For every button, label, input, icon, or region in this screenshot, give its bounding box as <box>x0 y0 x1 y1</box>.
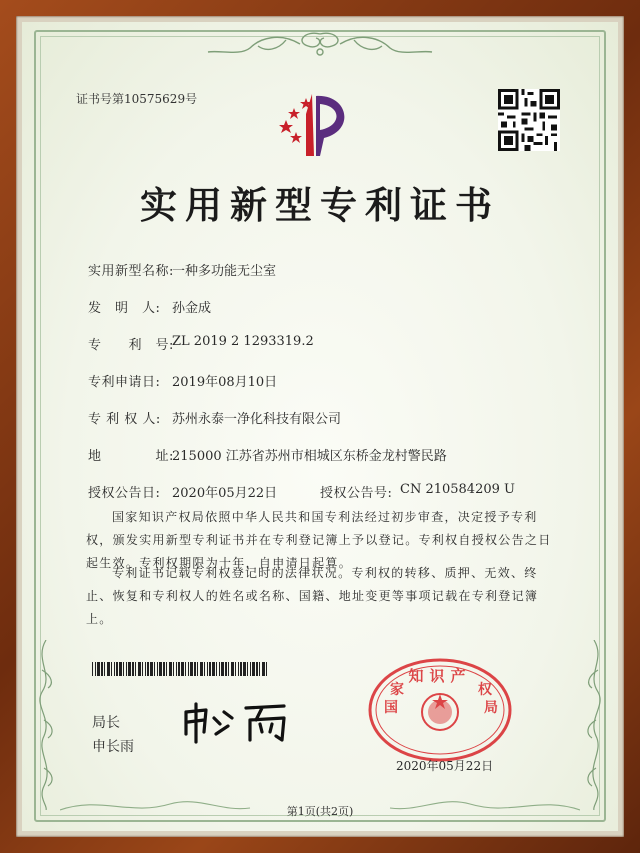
patent-number-label: 专 利 号: <box>88 338 174 353</box>
address-label: 地 址: <box>88 449 174 464</box>
certificate-title: 实用新型专利证书 <box>140 183 500 227</box>
qr-code-icon <box>498 89 560 151</box>
official-seal-icon <box>366 654 514 762</box>
barcode-icon <box>92 662 267 676</box>
grant-number-label: 授权公告号: <box>320 486 393 501</box>
patentee-value: 苏州永泰一净化科技有限公司 <box>172 412 342 427</box>
inventor-value: 孙金成 <box>172 301 212 316</box>
grant-date-value: 2020年05月22日 <box>172 486 278 501</box>
inventor-label: 发 明 人: <box>88 301 161 316</box>
svg-text:局: 局 <box>484 700 498 716</box>
filing-date-value: 2019年08月10日 <box>172 375 278 390</box>
page-indicator: 第1页(共2页) <box>286 805 354 818</box>
utility-model-name-value: 一种多功能无尘室 <box>172 264 277 279</box>
patent-office-logo-icon <box>272 90 362 160</box>
filing-date-label: 专利申请日: <box>88 375 161 390</box>
svg-text:家: 家 <box>390 682 404 698</box>
right-ornament <box>582 640 608 810</box>
utility-model-name-label: 实用新型名称: <box>88 264 174 279</box>
director-name: 申长雨 <box>92 739 134 755</box>
svg-text:权: 权 <box>478 682 492 698</box>
director-title: 局长 <box>92 715 120 731</box>
svg-text:知识产: 知识产 <box>408 667 472 685</box>
certificate-number: 证书号第10575629号 <box>76 92 198 106</box>
certificate-body-paragraph-2: 专利证书记载专利权登记时的法律状况。专利权的转移、质押、无效、终止、恢复和专利权人的姓名或名称、国籍、地址变更等事项记载在专利登记簿上。 <box>86 566 539 626</box>
svg-text:国: 国 <box>384 700 398 716</box>
handwritten-signature-icon <box>180 698 320 744</box>
top-ornament <box>200 28 440 62</box>
grant-date-label: 授权公告日: <box>88 486 161 501</box>
patent-number-value: ZL 2019 2 1293319.2 <box>172 334 314 349</box>
certificate-body-paragraph-1: 国家知识产权局依照中华人民共和国专利法经过初步审查，决定授予专利权，颁发实用新型专利证书并在专利登记簿上予以登记。专利权自授权公告之日起生效。专利权期限为十年，自申请日起算。 <box>86 510 552 570</box>
grant-number-value: CN 210584209 U <box>400 482 515 497</box>
address-value: 215000 江苏省苏州市相城区东桥金龙村警民路 <box>172 449 447 464</box>
patentee-label: 专 利 权 人: <box>88 412 161 427</box>
seal-date: 2020年05月22日 <box>396 759 494 773</box>
left-ornament <box>32 640 58 810</box>
